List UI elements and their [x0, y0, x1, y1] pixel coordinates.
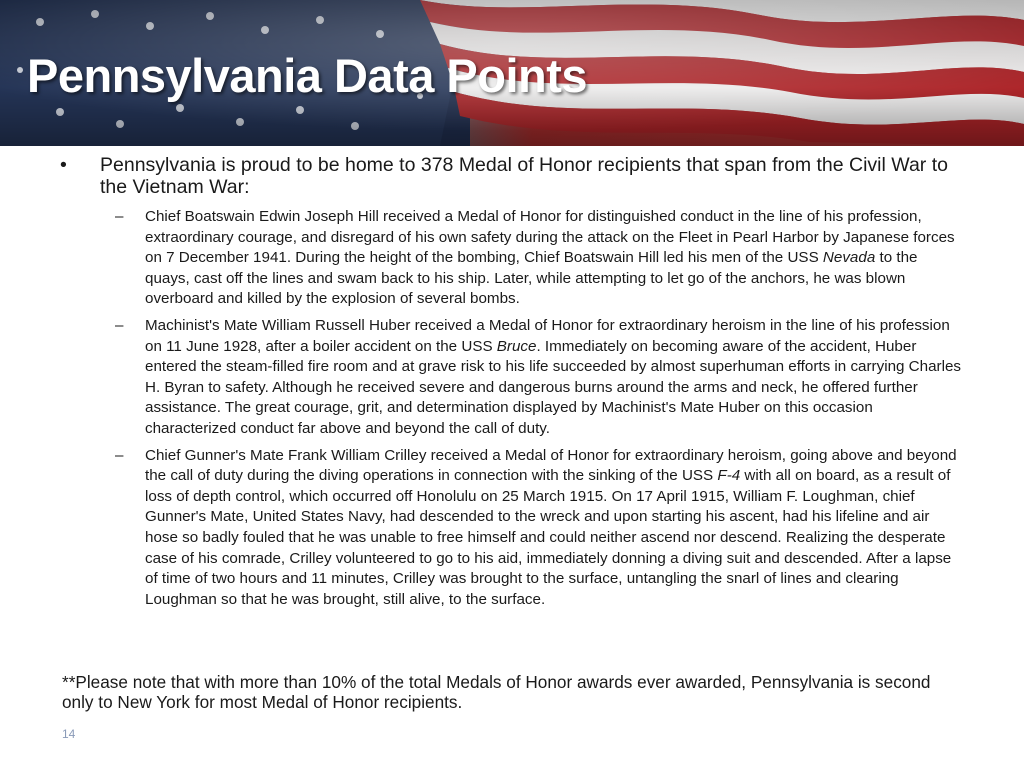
flag-banner — [0, 0, 1024, 146]
list-item — [115, 446, 965, 611]
recipient-text-after: to the quays, cast off the lines and swam back to his ship. Later, while attempting to let go of the anchors, he was blown overboard and killed by the explosion of several bombs. — [145, 249, 918, 308]
dash-icon: – — [115, 316, 124, 334]
main-point-text: Pennsylvania is proud to be home to 378 Medal of Honor recipients that span from the Civil War to the Vietnam War: — [100, 154, 948, 198]
main-bullet-point — [60, 154, 962, 610]
slide-content — [0, 154, 1024, 616]
list-item — [115, 316, 965, 440]
recipient-text-before: Chief Gunner's Mate Frank William Crilley received a Medal of Honor for extraordinary heroism, going above and beyond the call of duty during the diving operations in connection with the sinking of the USS — [145, 446, 957, 485]
list-item — [115, 207, 965, 310]
ship-name: Bruce — [496, 337, 537, 355]
ship-name: Nevada — [822, 249, 876, 267]
dash-icon: – — [115, 446, 124, 464]
footnote: **Please note that with more than 10% of the total Medals of Honor awards ever awarded, Pennsylvania is second only to New York for most Medal of Honor recipients. — [62, 672, 931, 712]
recipient-list — [100, 207, 962, 610]
recipient-text-after: . Immediately on becoming aware of the accident, Huber entered the steam-filled fire room and at grave risk to his life succeeded by almost superhuman efforts in carrying Charles H. Byran to safety. Although he received severe and dangerous burns around the arms and neck, he offered further assistance. The great courage, grit, and determination displayed by Machinist's Mate Huber on this occasion characterized conduct far above and beyond the call of duty. — [145, 337, 962, 437]
ship-name: F-4 — [717, 467, 741, 485]
slide-title: Pennsylvania Data Points — [27, 49, 588, 102]
bullet-icon: • — [60, 154, 67, 176]
recipient-text-before: Chief Boatswain Edwin Joseph Hill received a Medal of Honor for distinguished conduct in the line of his profession, extraordinary courage, and disregard of his own safety during the attack on the Fleet in Pearl Harbor by Japanese forces on 7 December 1941. During the height of the bombing, Chief Boatswain Hill led his men of the USS — [145, 208, 955, 267]
recipient-text-after: with all on board, as a result of loss of depth control, which occurred off Honolulu on 25 March 1915. On 17 April 1915, William F. Loughman, chief Gunner's Mate, United States Navy, had descended to the wreck and upon starting his ascent, had his lifeline and air hose so badly fouled that he was unable to free himself and could neither ascend nor descend. Realizing the desperate case of his comrade, Crilley volunteered to go to his aid, immediately donning a diving suit and descended. After a lapse of time of two hours and 11 minutes, Crilley was brought to the surface, untangling the snarl of lines and clearing Loughman so that he was brought, still alive, to the surface. — [145, 467, 952, 608]
page-number: 14 — [62, 727, 76, 741]
dash-icon: – — [115, 208, 124, 225]
recipient-text-before: Machinist's Mate William Russell Huber received a Medal of Honor for extraordinary heroism in the line of his profession on 11 June 1928, after a boiler accident on the USS — [145, 316, 950, 355]
